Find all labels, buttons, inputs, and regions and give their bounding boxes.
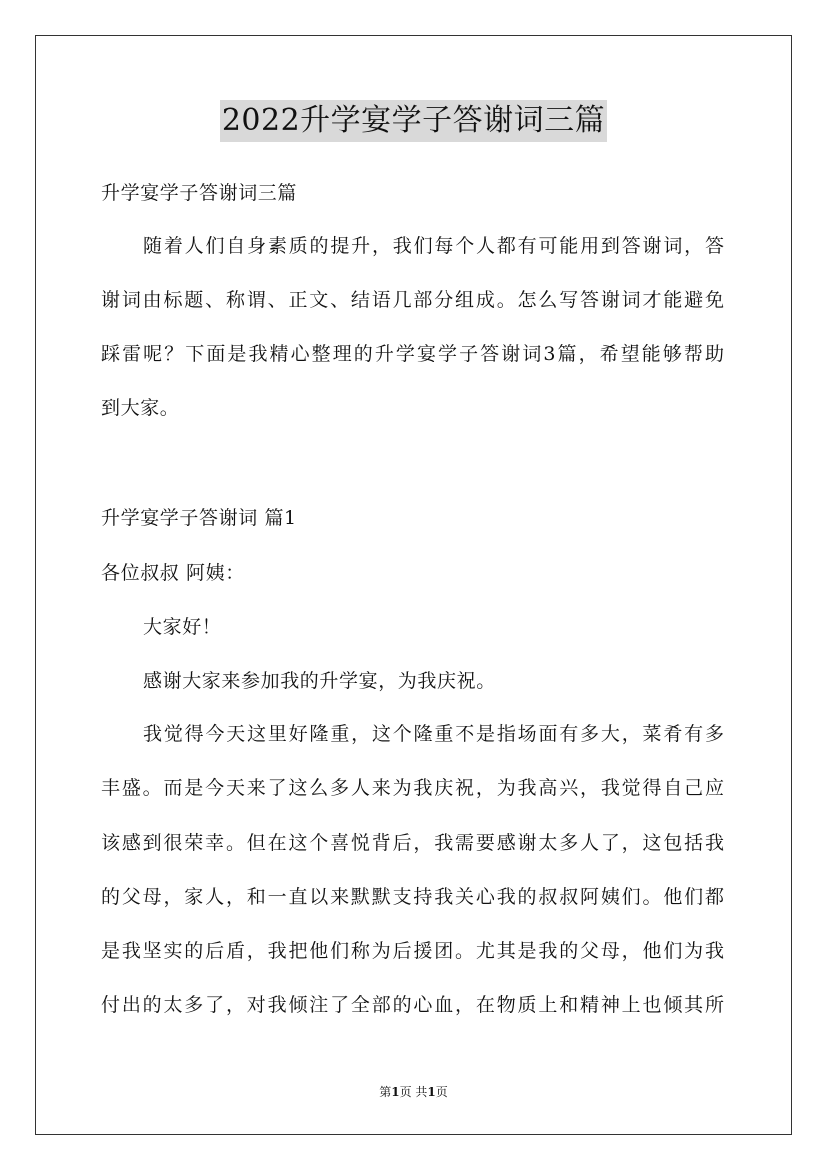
document-title: 2022升学宴学子答谢词三篇 xyxy=(220,100,607,142)
footer-page-current: 1 xyxy=(391,1085,400,1099)
document-subtitle: 升学宴学子答谢词三篇 xyxy=(101,182,298,204)
greeting: 大家好！ xyxy=(143,616,222,638)
thanks-line: 感谢大家来参加我的升学宴，为我庆祝。 xyxy=(143,670,496,692)
section-heading: 升学宴学子答谢词 篇1 xyxy=(101,507,297,529)
footer-suffix: 页 xyxy=(435,1085,448,1099)
intro-line: 谢词由标题、称谓、正文、结语几部分组成。怎么写答谢词才能避免 xyxy=(101,289,724,311)
footer-mid: 页 共 xyxy=(399,1085,428,1099)
intro-line: 到大家。 xyxy=(101,397,180,419)
intro-line: 踩雷呢？下面是我精心整理的升学宴学子答谢词3篇，希望能够帮助 xyxy=(101,343,724,365)
page-footer xyxy=(0,1084,827,1100)
body-line: 该感到很荣幸。但在这个喜悦背后，我需要感谢太多人了，这包括我 xyxy=(101,832,724,854)
body-line: 我觉得今天这里好隆重，这个隆重不是指场面有多大，菜肴有多 xyxy=(143,723,724,745)
footer-page-total: 1 xyxy=(427,1085,436,1099)
body-line: 是我坚实的后盾，我把他们称为后援团。尤其是我的父母，他们为我 xyxy=(101,940,724,962)
body-line: 的父母，家人，和一直以来默默支持我关心我的叔叔阿姨们。他们都 xyxy=(101,886,724,908)
footer-prefix: 第 xyxy=(379,1085,392,1099)
salutation: 各位叔叔 阿姨： xyxy=(101,562,245,584)
body-line: 丰盛。而是今天来了这么多人来为我庆祝，为我高兴，我觉得自己应 xyxy=(101,777,724,799)
intro-line: 随着人们自身素质的提升，我们每个人都有可能用到答谢词，答 xyxy=(143,235,724,257)
body-line: 付出的太多了，对我倾注了全部的心血，在物质上和精神上也倾其所 xyxy=(101,994,724,1016)
title-container xyxy=(0,100,827,142)
